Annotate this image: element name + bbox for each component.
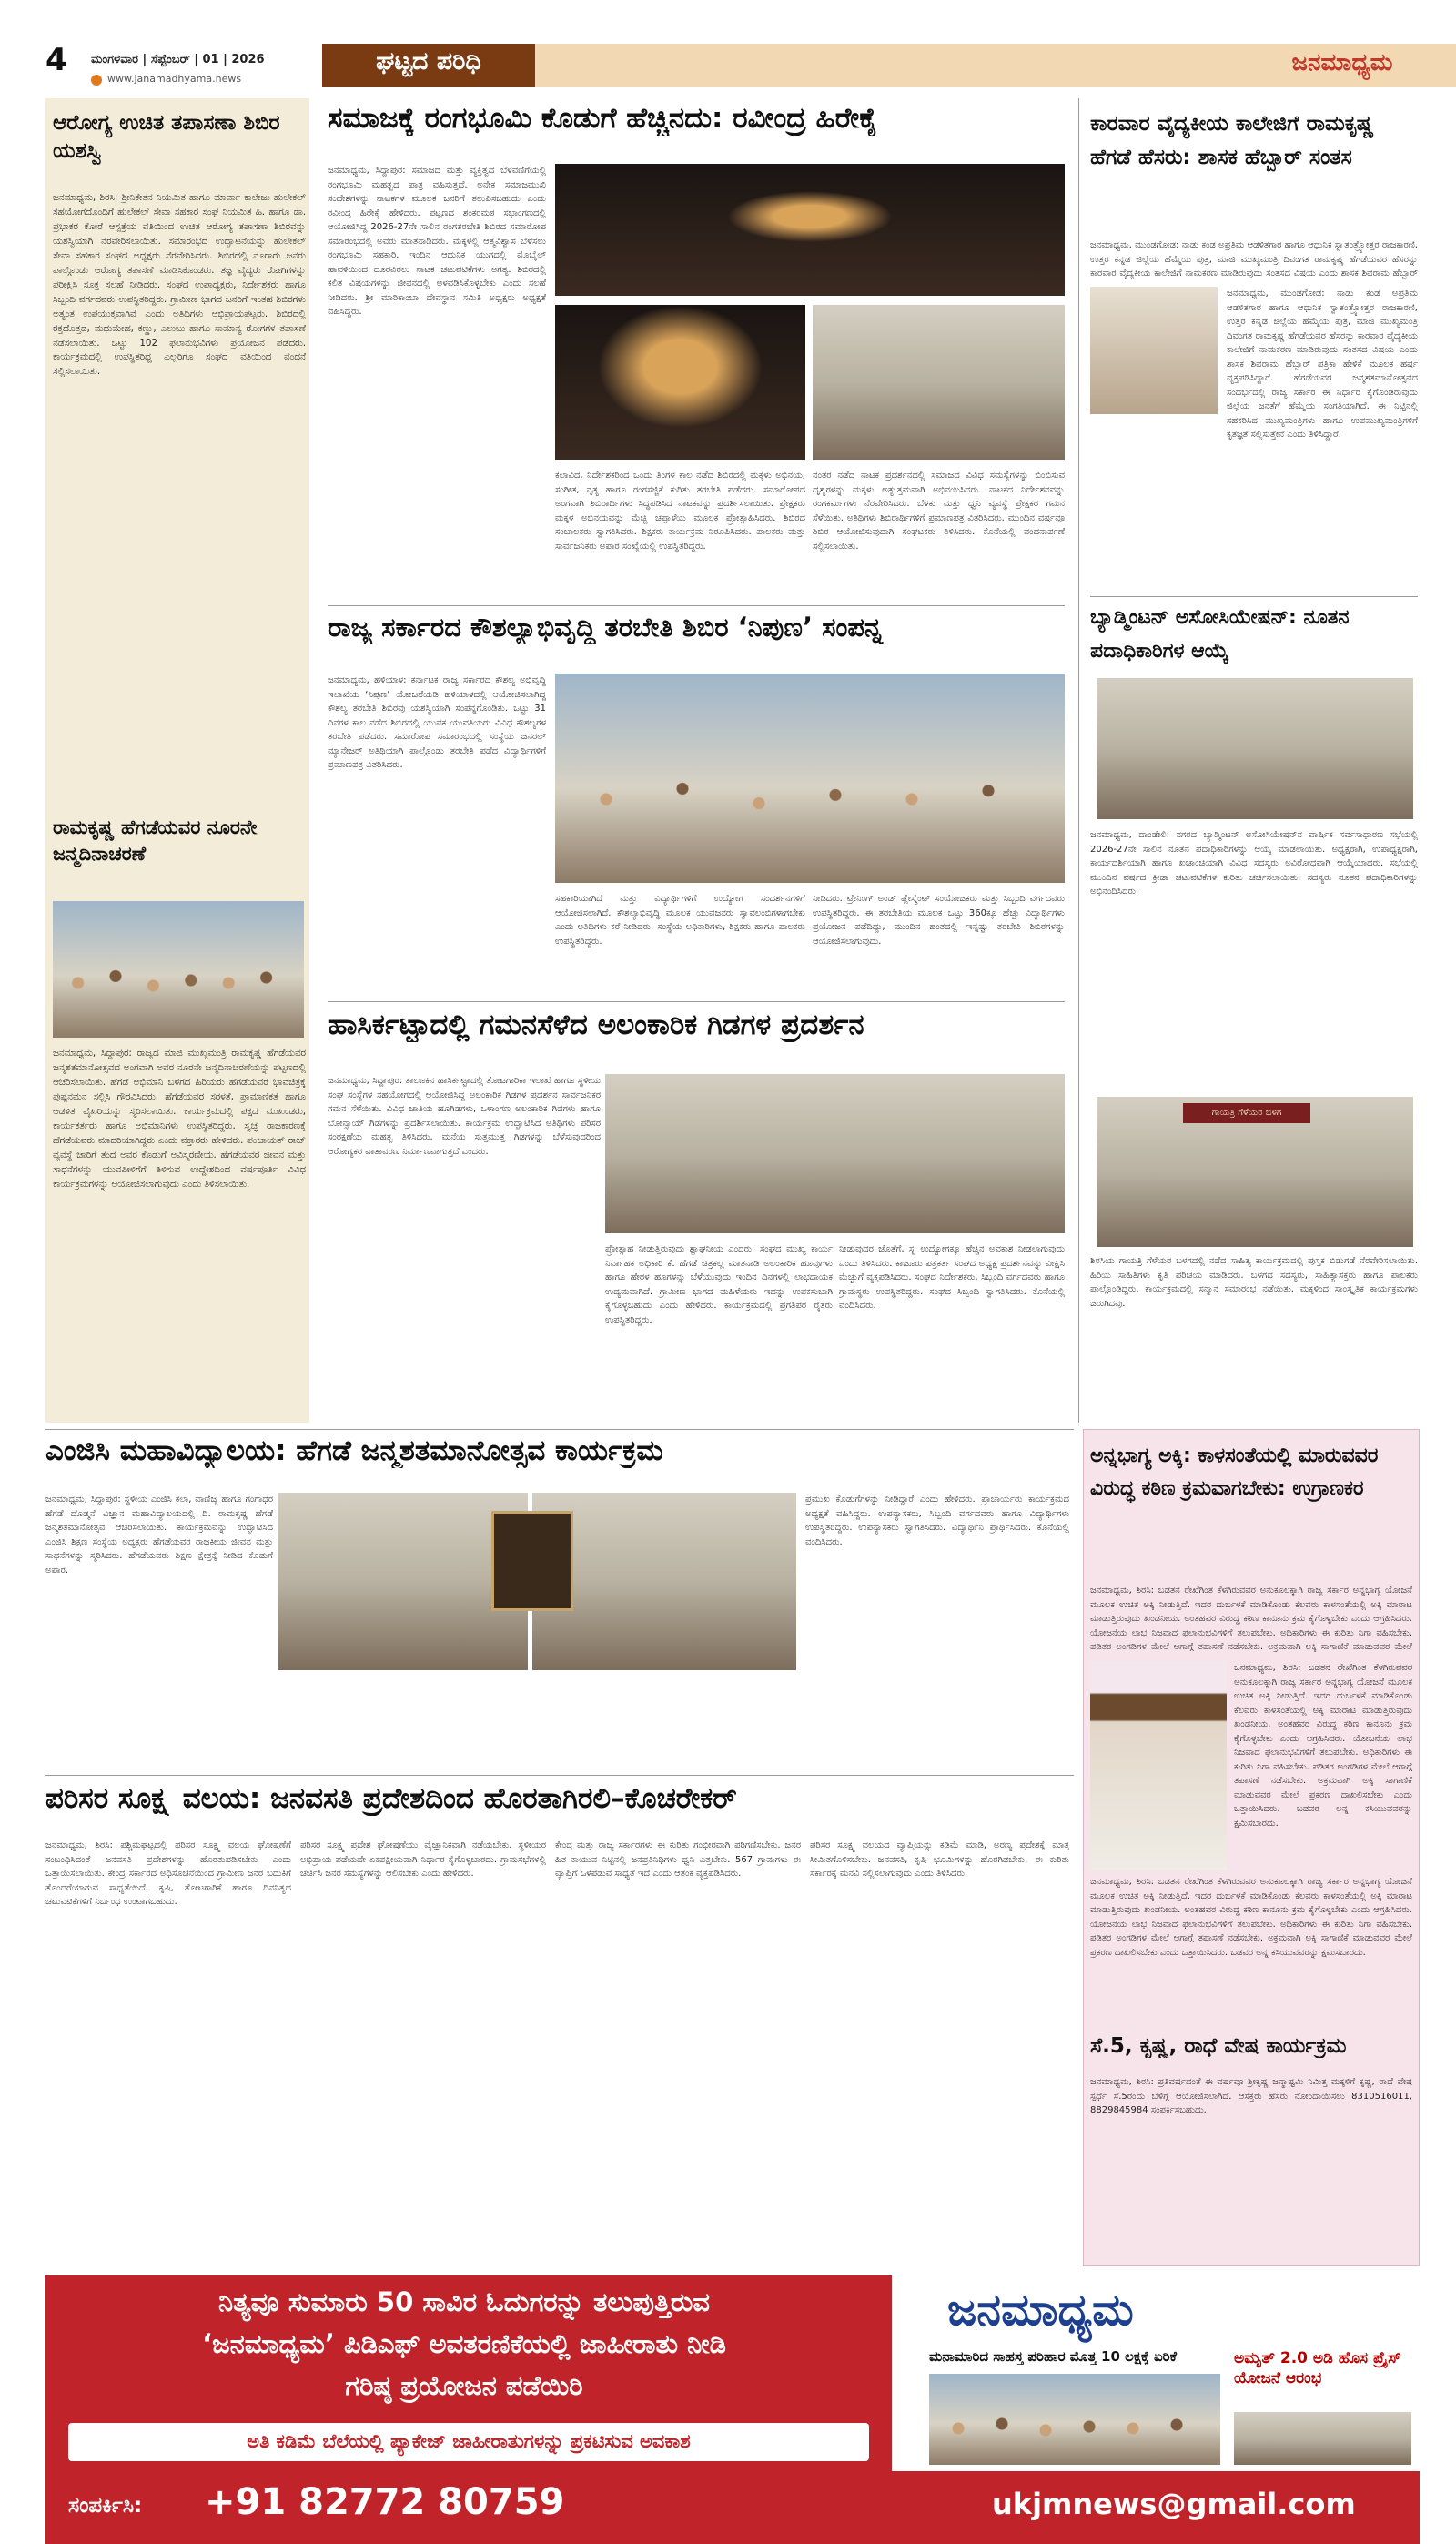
group-photo (1097, 678, 1413, 819)
divider (1090, 596, 1418, 597)
event-photo (278, 1493, 528, 1670)
article-headline: ಹಾಸಿರ್ಕಟ್ಟಾದಲ್ಲಿ ಗಮನಸೆಳೆದ ಅಲಂಕಾರಿಕ ಗಿಡಗಳ ಪ್ರದರ್ಶನ (328, 1008, 864, 1041)
divider (328, 605, 1065, 606)
event-photo (813, 305, 1065, 460)
email-link[interactable]: ukjmnews@gmail.com (992, 2487, 1356, 2521)
phone-number[interactable]: +91 82772 80759 (205, 2481, 565, 2523)
thumb-headline: ಅಮೃತ್ 2.0 ಅಡಿ ಹೊಸ ಪ್ರೈಸ್ ಯೋಜನೆ ಆರಂಭ (1234, 2349, 1401, 2388)
article-headline: ಅನ್ನಭಾಗ್ಯ ಅಕ್ಕಿ: ಕಾಳಸಂತೆಯಲ್ಲಿ ಮಾರುವವರ ವಿರುದ್ಧ ಕಠಿಣ ಕ್ರಮವಾಗಬೇಕು: ಉಗ್ರಾಣಕರ (1090, 1444, 1379, 1501)
event-photo (53, 901, 304, 1038)
article-body: ಜನಮಾಧ್ಯಮ, ಮುಂಡಗೋಡ: ನಾಡು ಕಂಡ ಅಪ್ರತಿಮ ಆಡಳಿತಗಾರ ಹಾಗೂ ಆಧುನಿಕ ಸ್ವಾತಂತ್ರ್ಯೋತ್ತರ ರಾಜಕಾರಣಿ, ಉತ್ತರ ಕನ್ನಡ ಜಿಲ್ಲೆಯ ಹೆಮ್ಮೆಯ ಪುತ್ರ, ಮಾಜಿ ಮುಖ್ಯಮಂತ್ರಿ ದಿವಂಗತ ರಾಮಕೃಷ್ಣ ಹೆಗಡೆಯವರ ಹೆಸರನ್ನು ಕಾರವಾರ ವೈದ್ಯಕೀಯ ಕಾಲೇಜಿಗೆ ನಾಮಕರಣ ಮಾಡಿರುವುದು ಸಂತಸದ ವಿಷಯ ಎಂದು ಶಾಸಕ ಶಿವರಾಮ ಹೆಬ್ಬಾರ್ ಪತ್ರಿಕಾ ಹೇಳಿಕೆ ಮೂಲಕ ಹರ್ಷ ವ್ಯಕ್ತಪಡಿಸಿದ್ದಾರೆ. ಹೆಗಡೆಯವರ ಜನ್ಮಶತಮಾನೋತ್ಸವದ ಸಂದರ್ಭದಲ್ಲಿ ರಾಜ್ಯ ಸರ್ಕಾರ ಈ ನಿರ್ಧಾರ ಕೈಗೊಂಡಿರುವುದು ಜಿಲ್ಲೆಯ ಜನತೆಗೆ ಹೆಮ್ಮೆಯ ಸಂಗತಿಯಾಗಿದೆ. ಈ ನಿಟ್ಟಿನಲ್ಲಿ ಸಹಕರಿಸಿದ ಮುಖ್ಯಮಂತ್ರಿಗಳು ಹಾಗೂ ಉಪಮುಖ್ಯಮಂತ್ರಿಗಳಿಗೆ ಕೃತಜ್ಞತೆ ಸಲ್ಲಿಸುತ್ತೇನೆ ಎಂದು ತಿಳಿಸಿದ್ದಾರೆ. (1227, 289, 1418, 440)
article-body: ಜನಮಾಧ್ಯಮ, ಶಿರಸಿ: ಬಡತನ ರೇಖೆಗಿಂತ ಕೆಳಗಿರುವವರ ಅನುಕೂಲಕ್ಕಾಗಿ ರಾಜ್ಯ ಸರ್ಕಾರ ಅನ್ನಭಾಗ್ಯ ಯೋಜನೆ ಮೂಲಕ ಉಚಿತ ಅಕ್ಕಿ ನೀಡುತ್ತಿದೆ. ಇದರ ದುರ್ಬಳಕೆ ಮಾಡಿಕೊಂಡು ಕೆಲವರು ಕಾಳಸಂತೆಯಲ್ಲಿ ಅಕ್ಕಿ ಮಾರಾಟ ಮಾಡುತ್ತಿರುವುದು ಖಂಡನೀಯ. ಅಂತಹವರ ವಿರುದ್ಧ ಕಠಿಣ ಕಾನೂನು ಕ್ರಮ ಕೈಗೊಳ್ಳಬೇಕು ಎಂದು ಆಗ್ರಹಿಸಿದರು. ಯೋಜನೆಯ ಲಾಭ ನಿಜವಾದ ಫಲಾನುಭವಿಗಳಿಗೆ ತಲುಪಬೇಕು. ಅಧಿಕಾರಿಗಳು ಈ ಕುರಿತು ನಿಗಾ ವಹಿಸಬೇಕು. ಪಡಿತರ ಅಂಗಡಿಗಳ ಮೇಲೆ ಆಗಾಗ್ಗೆ ತಪಾಸಣೆ ನಡೆಸಬೇಕು. ಅಕ್ರಮವಾಗಿ ಅಕ್ಕಿ ಸಾಗಾಣಿಕೆ ಮಾಡುವವರ ಮೇಲೆ ಪ್ರಕರಣ ದಾಖಲಿಸಬೇಕು ಎಂದು ಒತ್ತಾಯಿಸಿದರು. ಬಡವರ ಅನ್ನ ಕಸಿಯುವವರನ್ನು ಕ್ಷಮಿಸಬಾರದು. (1234, 1663, 1412, 1829)
article-headline: ಸೆ.5, ಕೃಷ್ಣ, ರಾಧೆ ವೇಷ ಕಾರ್ಯಕ್ರಮ (1090, 2034, 1347, 2058)
article-headline: ಕಾರವಾರ ವೈದ್ಯಕೀಯ ಕಾಲೇಜಿಗೆ ರಾಮಕೃಷ್ಣ ಹೆಗಡೆ ಹೆಸರು: ಶಾಸಕ ಹೆಬ್ಬಾರ್ ಸಂತಸ (1090, 112, 1374, 169)
article-body: ಜನಮಾಧ್ಯಮ, ಶಿರಸಿ: ಬಡತನ ರೇಖೆಗಿಂತ ಕೆಳಗಿರುವವರ ಅನುಕೂಲಕ್ಕಾಗಿ ರಾಜ್ಯ ಸರ್ಕಾರ ಅನ್ನಭಾಗ್ಯ ಯೋಜನೆ ಮೂಲಕ ಉಚಿತ ಅಕ್ಕಿ ನೀಡುತ್ತಿದೆ. ಇದರ ದುರ್ಬಳಕೆ ಮಾಡಿಕೊಂಡು ಕೆಲವರು ಕಾಳಸಂತೆಯಲ್ಲಿ ಅಕ್ಕಿ ಮಾರಾಟ ಮಾಡುತ್ತಿರುವುದು ಖಂಡನೀಯ. ಅಂತಹವರ ವಿರುದ್ಧ ಕಠಿಣ ಕಾನೂನು ಕ್ರಮ ಕೈಗೊಳ್ಳಬೇಕು ಎಂದು ಆಗ್ರಹಿಸಿದರು. ಯೋಜನೆಯ ಲಾಭ ನಿಜವಾದ ಫಲಾನುಭವಿಗಳಿಗೆ ತಲುಪಬೇಕು. ಅಧಿಕಾರಿಗಳು ಈ ಕುರಿತು ನಿಗಾ ವಹಿಸಬೇಕು. ಪಡಿತರ ಅಂಗಡಿಗಳ ಮೇಲೆ ಆಗಾಗ್ಗೆ ತಪಾಸಣೆ ನಡೆಸಬೇಕು. ಅಕ್ರಮವಾಗಿ ಅಕ್ಕಿ ಸಾಗಾಣಿಕೆ ಮಾಡುವವರ ಮೇಲೆ (1090, 1586, 1412, 1652)
article-body: ಪರಿಸರ ಸೂಕ್ಷ್ಮ ವಲಯದ ವ್ಯಾಪ್ತಿಯನ್ನು ಕಡಿಮೆ ಮಾಡಿ, ಅರಣ್ಯ ಪ್ರದೇಶಕ್ಕೆ ಮಾತ್ರ ಸೀಮಿತಗೊಳಿಸಬೇಕು. ಜನವಸತಿ, ಕೃಷಿ ಭೂಮಿಗಳನ್ನು ಹೊರಗಿಡಬೇಕು. ಈ ಕುರಿತು ಸರ್ಕಾರಕ್ಕೆ ಮನವಿ ಸಲ್ಲಿಸಲಾಗುವುದು ಎಂದು ತಿಳಿಸಿದರು. (810, 1840, 1069, 1879)
article-body: ಪ್ರೋತ್ಸಾಹ ನೀಡುತ್ತಿರುವುದು ಶ್ಲಾಘನೀಯ ಎಂದರು. ಸಂಘದ ಮುಖ್ಯ ಕಾರ್ಯ ನಿರ್ವಾಹಕ ಅಧಿಕಾರಿ ಕೆ. ಹೆಗಡೆ ಚಿತ್ರಕಲ್ಲ ಮಾತನಾಡಿ ಅಲಂಕಾರಿಕ ಹೂವುಗಳು ಹಾಗೂ ಹೇರಳ ಹೂಗಳನ್ನು ಬೆಳೆಯುವುದು ಇಂದಿನ ದಿನಗಳಲ್ಲಿ ಲಾಭದಾಯಕ ಉದ್ಯಮವಾಗಿದೆ. ಗ್ರಾಮೀಣ ಭಾಗದ ಮಹಿಳೆಯರು ಇದನ್ನು ಉಪಕಸುಬಾಗಿ ಕೈಗೊಳ್ಳಬಹುದು ಎಂದು ಹೇಳಿದರು. ಕಾರ್ಯಕ್ರಮದಲ್ಲಿ ಪ್ರಗತಿಪರ ರೈತರು ಉಪಸ್ಥಿತರಿದ್ದರು. (605, 1244, 833, 1325)
article-body: ಜನಮಾಧ್ಯಮ, ಹಳಿಯಾಳ: ಕರ್ನಾಟಕ ರಾಜ್ಯ ಸರ್ಕಾರದ ಕೌಶಲ್ಯ ಅಭಿವೃದ್ಧಿ ಇಲಾಖೆಯ ‘ನಿಪುಣ’ ಯೋಜನೆಯಡಿ ಹಳಿಯಾಳದಲ್ಲಿ ಆಯೋಜಿಸಲಾಗಿದ್ದ ಕೌಶಲ್ಯ ತರಬೇತಿ ಶಿಬಿರವು ಯಶಸ್ವಿಯಾಗಿ ಸಂಪನ್ನಗೊಂಡಿತು. ಒಟ್ಟು 31 ದಿನಗಳ ಕಾಲ ನಡೆದ ಶಿಬಿರದಲ್ಲಿ ಯುವಕ ಯುವತಿಯರು ವಿವಿಧ ಕೌಶಲ್ಯಗಳ ತರಬೇತಿ ಪಡೆದರು. ಸಮಾರೋಪ ಸಮಾರಂಭದಲ್ಲಿ ಸಂಸ್ಥೆಯ ಜನರಲ್ ಮ್ಯಾನೇಜರ್ ಅತಿಥಿಯಾಗಿ ಪಾಲ್ಗೊಂಡು ತರಬೇತಿ ಪಡೆದ ವಿದ್ಯಾರ್ಥಿಗಳಿಗೆ ಪ್ರಮಾಣಪತ್ರ ವಿತರಿಸಿದರು. (328, 675, 546, 770)
thumb-photo (929, 2374, 1220, 2465)
globe-icon (91, 75, 102, 86)
section-title: ಘಟ್ಟದ ಪರಿಧಿ (376, 47, 481, 76)
article-headline: ಸಮಾಜಕ್ಕೆ ರಂಗಭೂಮಿ ಕೊಡುಗೆ ಹೆಚ್ಚಿನದು: ರವೀಂದ್ರ ಹಿರೇಕೈ (328, 102, 878, 135)
article-body: ಜನಮಾಧ್ಯಮ, ಶಿರಸಿ: ಶ್ರೀನಿಕೇತನ ನಿಯಮಿತ ಹಾಗೂ ಮಾರ್ವಾ ಕಾಲೇಜು ಹುಲೇಕಲ್ ಸಹಯೋಗದೊಂದಿಗೆ ಹುಲೇಕಲ್ ಸೇವಾ ಸಹಕಾರ ಸಂಘ ನಿಯಮಿತ ಹಿ. ಹಾಗೂ ಡಾ. ಪ್ರಭಾಕರ ಕೋರೆ ಆಸ್ಪತ್ರೆಯ ವತಿಯಿಂದ ಉಚಿತ ಆರೋಗ್ಯ ತಪಾಸಣಾ ಶಿಬಿರವನ್ನು ಯಶಸ್ವಿಯಾಗಿ ನೆರವೇರಿಸಲಾಯಿತು. ಸಮಾರಂಭದ ಉದ್ಘಾಟನೆಯನ್ನು ಹುಲೇಕಲ್ ಸೇವಾ ಸಹಕಾರ ಸಂಘದ ಅಧ್ಯಕ್ಷರು ನೆರವೇರಿಸಿದರು. ಶಿಬಿರದಲ್ಲಿ ನೂರಾರು ಜನರು ಪಾಲ್ಗೊಂಡು ಆರೋಗ್ಯ ತಪಾಸಣೆ ಮಾಡಿಸಿಕೊಂಡರು. ತಜ್ಞ ವೈದ್ಯರು ರೋಗಿಗಳನ್ನು ಪರೀಕ್ಷಿಸಿ ಸೂಕ್ತ ಸಲಹೆ ನೀಡಿದರು. ಸಂಘದ ಉಪಾಧ್ಯಕ್ಷರು, ನಿರ್ದೇಶಕರು ಹಾಗೂ ಸಿಬ್ಬಂದಿ ವರ್ಗದವರು ಉಪಸ್ಥಿತರಿದ್ದರು. ಗ್ರಾಮೀಣ ಭಾಗದ ಜನರಿಗೆ ಇಂತಹ ಶಿಬಿರಗಳು ಅತ್ಯಂತ ಉಪಯುಕ್ತವಾಗಿವೆ ಎಂದು ಅತಿಥಿಗಳು ಅಭಿಪ್ರಾಯಪಟ್ಟರು. ಶಿಬಿರದಲ್ಲಿ ರಕ್ತದೊತ್ತಡ, ಮಧುಮೇಹ, ಕಣ್ಣು, ಎಲುಬು ಹಾಗೂ ಸಾಮಾನ್ಯ ರೋಗಗಳ ತಪಾಸಣೆ ನಡೆಸಲಾಯಿತು. ಒಟ್ಟು 102 ಫಲಾನುಭವಿಗಳು ಪ್ರಯೋಜನ ಪಡೆದರು. ಕಾರ್ಯಕ್ರಮದಲ್ಲಿ ಉಪಸ್ಥಿತರಿದ್ದ ಎಲ್ಲರಿಗೂ ಸಂಘದ ವತಿಯಿಂದ ವಂದನೆ ಸಲ್ಲಿಸಲಾಯಿತು. (53, 192, 306, 378)
ad-line: ನಿತ್ಯವೂ ಸುಮಾರು 50 ಸಾವಿರ ಓದುಗರನ್ನು ತಲುಪುತ್ತಿರುವ (217, 2286, 711, 2317)
divider (328, 1001, 1065, 1002)
issue-date: ಮಂಗಳವಾರ | ಸೆಪ್ಟೆಂಬರ್ | 01 | 2026 (91, 53, 265, 66)
group-photo (555, 674, 1065, 883)
article-body: ಜನಮಾಧ್ಯಮ, ಮುಂಡಗೋಡ: ನಾಡು ಕಂಡ ಅಪ್ರತಿಮ ಆಡಳಿತಗಾರ ಹಾಗೂ ಆಧುನಿಕ ಸ್ವಾತಂತ್ರ್ಯೋತ್ತರ ರಾಜಕಾರಣಿ, ಉತ್ತರ ಕನ್ನಡ ಜಿಲ್ಲೆಯ ಹೆಮ್ಮೆಯ ಪುತ್ರ, ಮಾಜಿ ಮುಖ್ಯಮಂತ್ರಿ ದಿವಂಗತ ರಾಮಕೃಷ್ಣ ಹೆಗಡೆಯವರ ಹೆಸರನ್ನು ಕಾರವಾರ ವೈದ್ಯಕೀಯ ಕಾಲೇಜಿಗೆ ನಾಮಕರಣ ಮಾಡಿರುವುದು ಸಂತಸದ ವಿಷಯ ಎಂದು ಶಾಸಕ ಶಿವರಾಮ ಹೆಬ್ಬಾರ್ (1090, 240, 1418, 279)
thumb-photo (1234, 2412, 1411, 2465)
column-divider (1078, 98, 1079, 1423)
article-body: ನಂತರ ನಡೆದ ನಾಟಕ ಪ್ರದರ್ಶನದಲ್ಲಿ ಸಮಾಜದ ವಿವಿಧ ಸಮಸ್ಯೆಗಳನ್ನು ಬಿಂಬಿಸುವ ದೃಶ್ಯಗಳನ್ನು ಮಕ್ಕಳು ಅತ್ಯುತ್ತಮವಾಗಿ ಅಭಿನಯಿಸಿದರು. ನಾಟಕದ ನಿರ್ದೇಶನವನ್ನು ರಂಗಕರ್ಮಿಗಳು ನೆರವೇರಿಸಿದರು. ಬೆಳಕು ಮತ್ತು ಧ್ವನಿ ವ್ಯವಸ್ಥೆ ಪ್ರೇಕ್ಷಕರ ಗಮನ ಸೆಳೆಯಿತು. ಅತಿಥಿಗಳು ಶಿಬಿರಾರ್ಥಿಗಳಿಗೆ ಪ್ರಮಾಣಪತ್ರ ವಿತರಿಸಿದರು. ಮುಂದಿನ ವರ್ಷವೂ ಶಿಬಿರ ಆಯೋಜಿಸುವುದಾಗಿ ಸಂಘಟಕರು ತಿಳಿಸಿದರು. ಕೊನೆಯಲ್ಲಿ ವಂದನಾರ್ಪಣೆ ಸಲ್ಲಿಸಲಾಯಿತು. (813, 471, 1065, 552)
advertisement[interactable] (46, 2275, 1420, 2544)
article-body: ಪ್ರಮುಖ ಕೊಡುಗೆಗಳನ್ನು ನೀಡಿದ್ದಾರೆ ಎಂದು ಹೇಳಿದರು. ಪ್ರಾಚಾರ್ಯರು ಕಾರ್ಯಕ್ರಮದ ಅಧ್ಯಕ್ಷತೆ ವಹಿಸಿದ್ದರು. ಉಪನ್ಯಾಸಕರು, ಸಿಬ್ಬಂದಿ ವರ್ಗದವರು ಹಾಗೂ ವಿದ್ಯಾರ್ಥಿಗಳು ಉಪಸ್ಥಿತರಿದ್ದರು. ಉಪನ್ಯಾಸಕರು ಸ್ವಾಗತಿಸಿದರು. ವಿದ್ಯಾರ್ಥಿನಿ ಪ್ರಾರ್ಥಿಸಿದರು. ಕೊನೆಯಲ್ಲಿ ವಂದಿಸಿದರು. (805, 1495, 1069, 1547)
event-photo (555, 164, 1065, 296)
newspaper-thumbnail (892, 2275, 1420, 2471)
article-headline: ಆರೋಗ್ಯ ಉಚಿತ ತಪಾಸಣಾ ಶಿಬಿರ ಯಶಸ್ವಿ (53, 111, 280, 164)
ad-offer: ಅತಿ ಕಡಿಮೆ ಬೆಲೆಯಲ್ಲಿ ಪ್ಯಾಕೇಜ್ ಜಾಹೀರಾತುಗಳನ್ನು ಪ್ರಕಟಿಸುವ ಅವಕಾಶ (247, 2430, 691, 2452)
article-headline: ರಾಜ್ಯ ಸರ್ಕಾರದ ಕೌಶಲ್ಯಾಭಿವೃದ್ಧಿ ತರಬೇತಿ ಶಿಬಿರ ‘ನಿಪುಣ’ ಸಂಪನ್ನ (328, 612, 883, 643)
article-body: ಸಹಕಾರಿಯಾಗಿದೆ ಮತ್ತು ವಿದ್ಯಾರ್ಥಿಗಳಿಗೆ ಉದ್ಯೋಗ ಸಂದರ್ಶನಗಳಿಗೆ ಆಯೋಜಿಸಲಾಗಿದೆ. ಕೌಶಲ್ಯಾಭಿವೃದ್ಧಿ ಮೂಲಕ ಯುವಜನರು ಸ್ವಾವಲಂಬಿಗಳಾಗಬೇಕು ಎಂದು ಅತಿಥಿಗಳು ಕರೆ ನೀಡಿದರು. ಸಂಸ್ಥೆಯ ಅಧಿಕಾರಿಗಳು, ಶಿಕ್ಷಕರು ಹಾಗೂ ಪಾಲಕರು ಉಪಸ್ಥಿತರಿದ್ದರು. (555, 894, 805, 947)
photo-caption: ಶಿರಸಿಯ ಗಾಯತ್ರಿ ಗೆಳೆಯರ ಬಳಗದಲ್ಲಿ ನಡೆದ ಸಾಹಿತ್ಯ ಕಾರ್ಯಕ್ರಮದಲ್ಲಿ ಪುಸ್ತಕ ಬಿಡುಗಡೆ ನೆರವೇರಿಸಲಾಯಿತು. ಹಿರಿಯ ಸಾಹಿತಿಗಳು ಕೃತಿ ಪರಿಚಯ ಮಾಡಿದರು. ಬಳಗದ ಸದಸ್ಯರು, ಸಾಹಿತ್ಯಾಸಕ್ತರು ಹಾಗೂ ಪಾಲಕರು ಪಾಲ್ಗೊಂಡಿದ್ದರು. ಕಾರ್ಯಕ್ರಮದಲ್ಲಿ ಸನ್ಮಾನ ಸಮಾರಂಭ ನಡೆಯಿತು. ಮಕ್ಕಳಿಂದ ಸಾಂಸ್ಕೃತಿಕ ಕಾರ್ಯಕ್ರಮಗಳು ಜರುಗಿದವು. (1090, 1256, 1418, 1309)
brand-logo: ಜನಮಾಧ್ಯಮ (1291, 49, 1393, 76)
article-body: ನೀಡುವುದರ ಜೊತೆಗೆ, ಸ್ವ ಉದ್ಯೋಗಕ್ಕೂ ಹೆಚ್ಚಿನ ಅವಕಾಶ ನೀಡಲಾಗುವುದು ಎಂದು ತಿಳಿಸಿದರು. ಕಾಜೂರು ಪತ್ರಕರ್ತ ಸಂಘದ ಅಧ್ಯಕ್ಷ ಪ್ರದರ್ಶನವನ್ನು ವೀಕ್ಷಿಸಿ ಮೆಚ್ಚುಗೆ ವ್ಯಕ್ತಪಡಿಸಿದರು. ಸಂಘದ ನಿರ್ದೇಶಕರು, ಸಿಬ್ಬಂದಿ ವರ್ಗದವರು ಹಾಗೂ ಗ್ರಾಮಸ್ಥರು ಉಪಸ್ಥಿತರಿದ್ದರು. ಸಂಘದ ಸಿಬ್ಬಂದಿ ಸ್ವಾಗತಿಸಿದರು. ಕೊನೆಯಲ್ಲಿ ವಂದಿಸಿದರು. (839, 1244, 1065, 1311)
article-body: ಜನಮಾಧ್ಯಮ, ಸಿದ್ದಾಪುರ: ಸ್ಥಳೀಯ ಎಂಜಿಸಿ ಕಲಾ, ವಾಣಿಜ್ಯ ಹಾಗೂ ಗಂಗಾಧರ ಹೆಗಡೆ ದೊಡ್ಮನೆ ವಿಜ್ಞಾನ ಮಹಾವಿದ್ಯಾಲಯದಲ್ಲಿ ದಿ. ರಾಮಕೃಷ್ಣ ಹೆಗಡೆ ಜನ್ಮಶತಮಾನೋತ್ಸವ ಆಚರಿಸಲಾಯಿತು. ಕಾರ್ಯಕ್ರಮವನ್ನು ಉದ್ಘಾಟಿಸಿದ ಎಂಜಿಸಿ ಶಿಕ್ಷಣ ಸಂಸ್ಥೆಯ ಅಧ್ಯಕ್ಷರು ಹೆಗಡೆಯವರ ರಾಜಕೀಯ ಜೀವನ ಮತ್ತು ಸಾಧನೆಗಳನ್ನು ಸ್ಮರಿಸಿದರು. ಹೆಗಡೆಯವರು ಶಿಕ್ಷಣ ಕ್ಷೇತ್ರಕ್ಕೆ ನೀಡಿದ ಕೊಡುಗೆ ಅಪಾರ. (46, 1495, 273, 1576)
article-headline: ಪರಿಸರ ಸೂಕ್ಷ್ಮ ವಲಯ: ಜನವಸತಿ ಪ್ರದೇಶದಿಂದ ಹೊರತಾಗಿರಲಿ–ಕೊಚರೇಕರ್ (46, 1782, 737, 1815)
event-photo (605, 1074, 1065, 1233)
thumb-headline: ಮನಾಮಾರಿದ ಸಾಹಸ್ತ ಪರಿಹಾರ ಮೊತ್ತ 10 ಲಕ್ಷಕ್ಕೆ ಏರಿಕೆ (929, 2348, 1177, 2365)
article-body: ಜನಮಾಧ್ಯಮ, ಶಿರಸಿ: ಪ್ರತಿವರ್ಷದಂತೆ ಈ ವರ್ಷವೂ ಶ್ರೀಕೃಷ್ಣ ಜನ್ಮಾಷ್ಟಮಿ ನಿಮಿತ್ತ ಮಕ್ಕಳಿಗೆ ಕೃಷ್ಣ, ರಾಧೆ ವೇಷ ಸ್ಪರ್ಧೆ ಸೆ.5ರಂದು ಬೆಳಿಗ್ಗೆ ಆಯೋಜಿಸಲಾಗಿದೆ. ಆಸಕ್ತರು ಹೆಸರು ನೋಂದಾಯಿಸಲು 8310516011, 8829845984 ಸಂಪರ್ಕಿಸಬಹುದು. (1090, 2077, 1412, 2115)
article-body: ಜನಮಾಧ್ಯಮ, ಸಿದ್ದಾಪುರ: ಸಮಾಜದ ಮತ್ತು ವ್ಯಕ್ತಿತ್ವದ ಬೆಳವಣಿಗೆಯಲ್ಲಿ ರಂಗಭೂಮಿ ಮಹತ್ವದ ಪಾತ್ರ ವಹಿಸುತ್ತದೆ. ಅನೇಕ ಸಮಾಜಮುಖಿ ಸಂದೇಶಗಳನ್ನು ನಾಟಕಗಳ ಮೂಲಕ ಜನರಿಗೆ ತಲುಪಿಸಬಹುದು ಎಂದು ರವೀಂದ್ರ ಹಿರೇಕೈ ಹೇಳಿದರು. ಪಟ್ಟಣದ ಶಂಕರಮಠ ಸಭಾಂಗಣದಲ್ಲಿ ಆಯೋಜಿಸಿದ್ದ 2026-27ನೇ ಸಾಲಿನ ರಂಗತರಬೇತಿ ಶಿಬಿರದ ಸಮಾರೋಪ ಸಮಾರಂಭದಲ್ಲಿ ಅವರು ಮಾತನಾಡಿದರು. ಮಕ್ಕಳಲ್ಲಿ ಆತ್ಮವಿಶ್ವಾಸ ಬೆಳೆಸಲು ರಂಗಭೂಮಿ ಸಹಕಾರಿ. ಇಂದಿನ ಆಧುನಿಕ ಯುಗದಲ್ಲಿ ಮೊಬೈಲ್ ಹಾವಳಿಯಿಂದ ದೂರವಿರಲು ನಾಟಕ ಚಟುವಟಿಕೆಗಳು ಅಗತ್ಯ. ಶಿಬಿರದಲ್ಲಿ ಕಲಿತ ವಿಷಯಗಳನ್ನು ಜೀವನದಲ್ಲಿ ಅಳವಡಿಸಿಕೊಳ್ಳಬೇಕು ಎಂದು ಸಲಹೆ ನೀಡಿದರು. ಶ್ರೀ ಮಾರಿಕಾಂಬಾ ದೇವಸ್ಥಾನ ಸಮಿತಿ ಅಧ್ಯಕ್ಷರು ಅಧ್ಯಕ್ಷತೆ ವಹಿಸಿದ್ದರು. (328, 166, 546, 317)
article-body: ಜನಮಾಧ್ಯಮ, ಸಿದ್ದಾಪುರ: ತಾಲೂಕಿನ ಹಾಸಿರ್ಕಟ್ಟಾದಲ್ಲಿ ತೋಟಗಾರಿಕಾ ಇಲಾಖೆ ಹಾಗೂ ಸ್ಥಳೀಯ ಸಂಘ ಸಂಸ್ಥೆಗಳ ಸಹಯೋಗದಲ್ಲಿ ಆಯೋಜಿಸಿದ್ದ ಅಲಂಕಾರಿಕ ಗಿಡಗಳ ಪ್ರದರ್ಶನ ಸಾರ್ವಜನಿಕರ ಗಮನ ಸೆಳೆಯಿತು. ವಿವಿಧ ಜಾತಿಯ ಹೂಗಿಡಗಳು, ಒಳಾಂಗಣ ಅಲಂಕಾರಿಕ ಗಿಡಗಳು ಹಾಗೂ ಬೋನ್ಸಾಯ್ ಗಿಡಗಳನ್ನು ಪ್ರದರ್ಶಿಸಲಾಯಿತು. ಕಾರ್ಯಕ್ರಮ ಉದ್ಘಾಟಿಸಿದ ಅತಿಥಿಗಳು ಪರಿಸರ ಸಂರಕ್ಷಣೆಯ ಮಹತ್ವ ತಿಳಿಸಿದರು. ಮನೆಯ ಸುತ್ತಮುತ್ತ ಗಿಡಗಳನ್ನು ಬೆಳೆಸುವುದರಿಂದ ಆರೋಗ್ಯಕರ ವಾತಾವರಣ ನಿರ್ಮಾಣವಾಗುತ್ತದೆ ಎಂದರು. (328, 1076, 601, 1157)
article-body: ಕೇಂದ್ರ ಮತ್ತು ರಾಜ್ಯ ಸರ್ಕಾರಗಳು ಈ ಕುರಿತು ಗಂಭೀರವಾಗಿ ಪರಿಗಣಿಸಬೇಕು. ಜನರ ಹಿತ ಕಾಯುವ ನಿಟ್ಟಿನಲ್ಲಿ ಜನಪ್ರತಿನಿಧಿಗಳು ಧ್ವನಿ ಎತ್ತಬೇಕು. 567 ಗ್ರಾಮಗಳು ಈ ವ್ಯಾಪ್ತಿಗೆ ಒಳಪಡುವ ಸಾಧ್ಯತೆ ಇದೆ ಎಂದು ಆತಂಕ ವ್ಯಕ್ತಪಡಿಸಿದರು. (555, 1840, 801, 1879)
portrait-frame (491, 1511, 573, 1611)
article-body: ಜನಮಾಧ್ಯಮ, ಶಿರಸಿ: ಬಡತನ ರೇಖೆಗಿಂತ ಕೆಳಗಿರುವವರ ಅನುಕೂಲಕ್ಕಾಗಿ ರಾಜ್ಯ ಸರ್ಕಾರ ಅನ್ನಭಾಗ್ಯ ಯೋಜನೆ ಮೂಲಕ ಉಚಿತ ಅಕ್ಕಿ ನೀಡುತ್ತಿದೆ. ಇದರ ದುರ್ಬಳಕೆ ಮಾಡಿಕೊಂಡು ಕೆಲವರು ಕಾಳಸಂತೆಯಲ್ಲಿ ಅಕ್ಕಿ ಮಾರಾಟ ಮಾಡುತ್ತಿರುವುದು ಖಂಡನೀಯ. ಅಂತಹವರ ವಿರುದ್ಧ ಕಠಿಣ ಕಾನೂನು ಕ್ರಮ ಕೈಗೊಳ್ಳಬೇಕು ಎಂದು ಆಗ್ರಹಿಸಿದರು. ಯೋಜನೆಯ ಲಾಭ ನಿಜವಾದ ಫಲಾನುಭವಿಗಳಿಗೆ ತಲುಪಬೇಕು. ಅಧಿಕಾರಿಗಳು ಈ ಕುರಿತು ನಿಗಾ ವಹಿಸಬೇಕು. ಪಡಿತರ ಅಂಗಡಿಗಳ ಮೇಲೆ ಆಗಾಗ್ಗೆ ತಪಾಸಣೆ ನಡೆಸಬೇಕು. ಅಕ್ರಮವಾಗಿ ಅಕ್ಕಿ ಸಾಗಾಣಿಕೆ ಮಾಡುವವರ ಮೇಲೆ ಪ್ರಕರಣ ದಾಖಲಿಸಬೇಕು ಎಂದು ಒತ್ತಾಯಿಸಿದರು. ಬಡವರ ಅನ್ನ ಕಸಿಯುವವರನ್ನು ಕ್ಷಮಿಸಬಾರದು. (1090, 1877, 1412, 1958)
contact-label: ಸಂಪರ್ಕಿಸಿ: (68, 2494, 143, 2518)
event-banner: ಗಾಯತ್ರಿ ಗೆಳೆಯರ ಬಳಗ (1183, 1103, 1310, 1123)
ad-line: ಗರಿಷ್ಠ ಪ್ರಯೋಜನ ಪಡೆಯಿರಿ (345, 2370, 583, 2401)
article-body: ಕಲಾವಿದ, ನಿರ್ದೇಶಕರಿಂದ ಒಂದು ತಿಂಗಳ ಕಾಲ ನಡೆದ ಶಿಬಿರದಲ್ಲಿ ಮಕ್ಕಳು ಅಭಿನಯ, ಸಂಗೀತ, ನೃತ್ಯ ಹಾಗೂ ರಂಗಸಜ್ಜಿಕೆ ಕುರಿತು ತರಬೇತಿ ಪಡೆದರು. ಸಮಾರೋಪದ ಅಂಗವಾಗಿ ಶಿಬಿರಾರ್ಥಿಗಳು ಸಿದ್ಧಪಡಿಸಿದ ನಾಟಕವನ್ನು ಪ್ರದರ್ಶಿಸಲಾಯಿತು. ಪ್ರೇಕ್ಷಕರು ಮಕ್ಕಳ ಅಭಿನಯವನ್ನು ಮೆಚ್ಚಿ ಚಪ್ಪಾಳೆಯ ಮೂಲಕ ಪ್ರೋತ್ಸಾಹಿಸಿದರು. ಶಿಬಿರದ ಸಂಚಾಲಕರು ಸ್ವಾಗತಿಸಿದರು. ಶಿಕ್ಷಕರು ಕಾರ್ಯಕ್ರಮ ನಿರೂಪಿಸಿದರು. ಪಾಲಕರು ಮತ್ತು ಸಾರ್ವಜನಿಕರು ಅಪಾರ ಸಂಖ್ಯೆಯಲ್ಲಿ ಉಪಸ್ಥಿತರಿದ್ದರು. (555, 471, 805, 552)
article-headline: ಬ್ಯಾಡ್ಮಿಂಟನ್ ಅಸೋಸಿಯೇಷನ್: ನೂತನ ಪದಾಧಿಕಾರಿಗಳ ಆಯ್ಕೆ (1090, 606, 1350, 664)
portrait-photo (1090, 287, 1218, 414)
page-header (0, 0, 1456, 91)
event-photo (555, 305, 805, 460)
article-body: ಜನಮಾಧ್ಯಮ, ಶಿರಸಿ: ಪಶ್ಚಿಮಘಟ್ಟದಲ್ಲಿ ಪರಿಸರ ಸೂಕ್ಷ್ಮ ವಲಯ ಘೋಷಣೆಗೆ ಸಂಬಂಧಿಸಿದಂತೆ ಜನವಸತಿ ಪ್ರದೇಶಗಳನ್ನು ಹೊರತುಪಡಿಸಬೇಕು ಎಂದು ಒತ್ತಾಯಿಸಲಾಯಿತು. ಕೇಂದ್ರ ಸರ್ಕಾರದ ಅಧಿಸೂಚನೆಯಿಂದ ಗ್ರಾಮೀಣ ಜನರ ಬದುಕಿಗೆ ತೊಂದರೆಯಾಗುವ ಸಾಧ್ಯತೆಯಿದೆ. ಕೃಷಿ, ತೋಟಗಾರಿಕೆ ಹಾಗೂ ದಿನನಿತ್ಯದ ಚಟುವಟಿಕೆಗಳಿಗೆ ನಿರ್ಬಂಧ ಉಂಟಾಗಬಹುದು. (46, 1840, 291, 1907)
article-body: ನೀಡಿದರು. ಟ್ರೇನಿಂಗ್ ಅಂಡ್ ಪ್ಲೇಸ್ಮೆಂಟ್ ಸಂಯೋಜಕರು ಮತ್ತು ಸಿಬ್ಬಂದಿ ವರ್ಗದವರು ಉಪಸ್ಥಿತರಿದ್ದರು. ಈ ತರಬೇತಿಯ ಮೂಲಕ ಒಟ್ಟು 360ಕ್ಕೂ ಹೆಚ್ಚು ವಿದ್ಯಾರ್ಥಿಗಳು ಪ್ರಯೋಜನ ಪಡೆದಿದ್ದು, ಮುಂದಿನ ಹಂತದಲ್ಲಿ ಇನ್ನಷ್ಟು ತರಬೇತಿ ಶಿಬಿರಗಳನ್ನು ಆಯೋಜಿಸಲಾಗುವುದು. (813, 894, 1065, 947)
page-number: 4 (46, 42, 67, 78)
article-headline: ಎಂಜಿಸಿ ಮಹಾವಿದ್ಯಾಲಯ: ಹೆಗಡೆ ಜನ್ಮಶತಮಾನೋತ್ಸವ ಕಾರ್ಯಕ್ರಮ (46, 1434, 663, 1467)
article-headline: ರಾಮಕೃಷ್ಣ ಹೆಗಡೆಯವರ ನೂರನೇ ಜನ್ಮದಿನಾಚರಣೆ (53, 816, 258, 866)
ad-line: ‘ಜನಮಾಧ್ಯಮ’ ಪಿಡಿಎಫ್ ಅವತರಣಿಕೆಯಲ್ಲಿ ಜಾಹೀರಾತು ನೀಡಿ (202, 2328, 726, 2359)
article-body: ಜನಮಾಧ್ಯಮ, ಸಿದ್ದಾಪುರ: ರಾಜ್ಯದ ಮಾಜಿ ಮುಖ್ಯಮಂತ್ರಿ ರಾಮಕೃಷ್ಣ ಹೆಗಡೆಯವರ ಜನ್ಮಶತಮಾನೋತ್ಸವದ ಅಂಗವಾಗಿ ಅವರ ನೂರನೇ ಜನ್ಮದಿನಾಚರಣೆಯನ್ನು ಪಟ್ಟಣದಲ್ಲಿ ಆಚರಿಸಲಾಯಿತು. ಹೆಗಡೆ ಅಭಿಮಾನಿ ಬಳಗದ ಹಿರಿಯರು ಹೆಗಡೆಯವರ ಭಾವಚಿತ್ರಕ್ಕೆ ಪುಷ್ಪನಮನ ಸಲ್ಲಿಸಿ ಗೌರವಿಸಿದರು. ಹೆಗಡೆಯವರ ಸರಳತೆ, ಪ್ರಾಮಾಣಿಕತೆ ಹಾಗೂ ಆಡಳಿತ ವೈಖರಿಯನ್ನು ಸ್ಮರಿಸಲಾಯಿತು. ಕಾರ್ಯಕ್ರಮದಲ್ಲಿ ಪಕ್ಷದ ಮುಖಂಡರು, ಕಾರ್ಯಕರ್ತರು ಹಾಗೂ ಅಭಿಮಾನಿಗಳು ಉಪಸ್ಥಿತರಿದ್ದರು. ಸ್ವಚ್ಛ ರಾಜಕಾರಣಕ್ಕೆ ಹೆಗಡೆಯವರು ಮಾದರಿಯಾಗಿದ್ದರು ಎಂದು ವಕ್ತಾರರು ಹೇಳಿದರು. ಪಂಚಾಯತ್ ರಾಜ್ ವ್ಯವಸ್ಥೆ ಜಾರಿಗೆ ತಂದ ಅವರ ಕೊಡುಗೆ ಅವಿಸ್ಮರಣೀಯ. ಹೆಗಡೆಯವರ ಜೀವನ ಮತ್ತು ಸಾಧನೆಗಳನ್ನು ಯುವಪೀಳಿಗೆಗೆ ತಿಳಿಸುವ ಉದ್ದೇಶದಿಂದ ವರ್ಷಪೂರ್ತಿ ವಿವಿಧ ಕಾರ್ಯಕ್ರಮಗಳನ್ನು ಆಯೋಜಿಸಲಾಗುವುದು ಎಂದು ತಿಳಿಸಲಾಯಿತು. (53, 1048, 306, 1190)
divider (46, 1429, 1074, 1430)
article-body: ಪರಿಸರ ಸೂಕ್ಷ್ಮ ಪ್ರದೇಶ ಘೋಷಣೆಯು ವೈಜ್ಞಾನಿಕವಾಗಿ ನಡೆಯಬೇಕು. ಸ್ಥಳೀಯರ ಅಭಿಪ್ರಾಯ ಪಡೆಯದೇ ಏಕಪಕ್ಷೀಯವಾಗಿ ನಿರ್ಧಾರ ಕೈಗೊಳ್ಳಬಾರದು. ಗ್ರಾಮಸಭೆಗಳಲ್ಲಿ ಚರ್ಚಿಸಿ ಜನರ ಸಮಸ್ಯೆಗಳನ್ನು ಆಲಿಸಬೇಕು ಎಂದು ಹೇಳಿದರು. (300, 1840, 546, 1879)
portrait-photo (1090, 1661, 1227, 1870)
divider (46, 1775, 1074, 1776)
thumb-masthead: ಜನಮಾಧ್ಯಮ (947, 2285, 1134, 2336)
website-link[interactable]: www.janamadhyama.news (107, 73, 242, 85)
article-body: ಜನಮಾಧ್ಯಮ, ದಾಂಡೇಲಿ: ನಗರದ ಬ್ಯಾಡ್ಮಿಂಟನ್ ಅಸೋಸಿಯೇಷನ್‌ನ ವಾರ್ಷಿಕ ಸರ್ವಸಾಧಾರಣ ಸಭೆಯಲ್ಲಿ 2026-27ನೇ ಸಾಲಿನ ನೂತನ ಪದಾಧಿಕಾರಿಗಳನ್ನು ಆಯ್ಕೆ ಮಾಡಲಾಯಿತು. ಅಧ್ಯಕ್ಷರಾಗಿ, ಉಪಾಧ್ಯಕ್ಷರಾಗಿ, ಕಾರ್ಯದರ್ಶಿಯಾಗಿ ಹಾಗೂ ಖಜಾಂಚಿಯಾಗಿ ವಿವಿಧ ಸದಸ್ಯರು ಅವಿರೋಧವಾಗಿ ಆಯ್ಕೆಯಾದರು. ಸಭೆಯಲ್ಲಿ ಮುಂದಿನ ವರ್ಷದ ಕ್ರೀಡಾ ಚಟುವಟಿಕೆಗಳ ಕುರಿತು ಚರ್ಚಿಸಲಾಯಿತು. ಸದಸ್ಯರು ನೂತನ ಪದಾಧಿಕಾರಿಗಳನ್ನು ಅಭಿನಂದಿಸಿದರು. (1090, 830, 1418, 897)
